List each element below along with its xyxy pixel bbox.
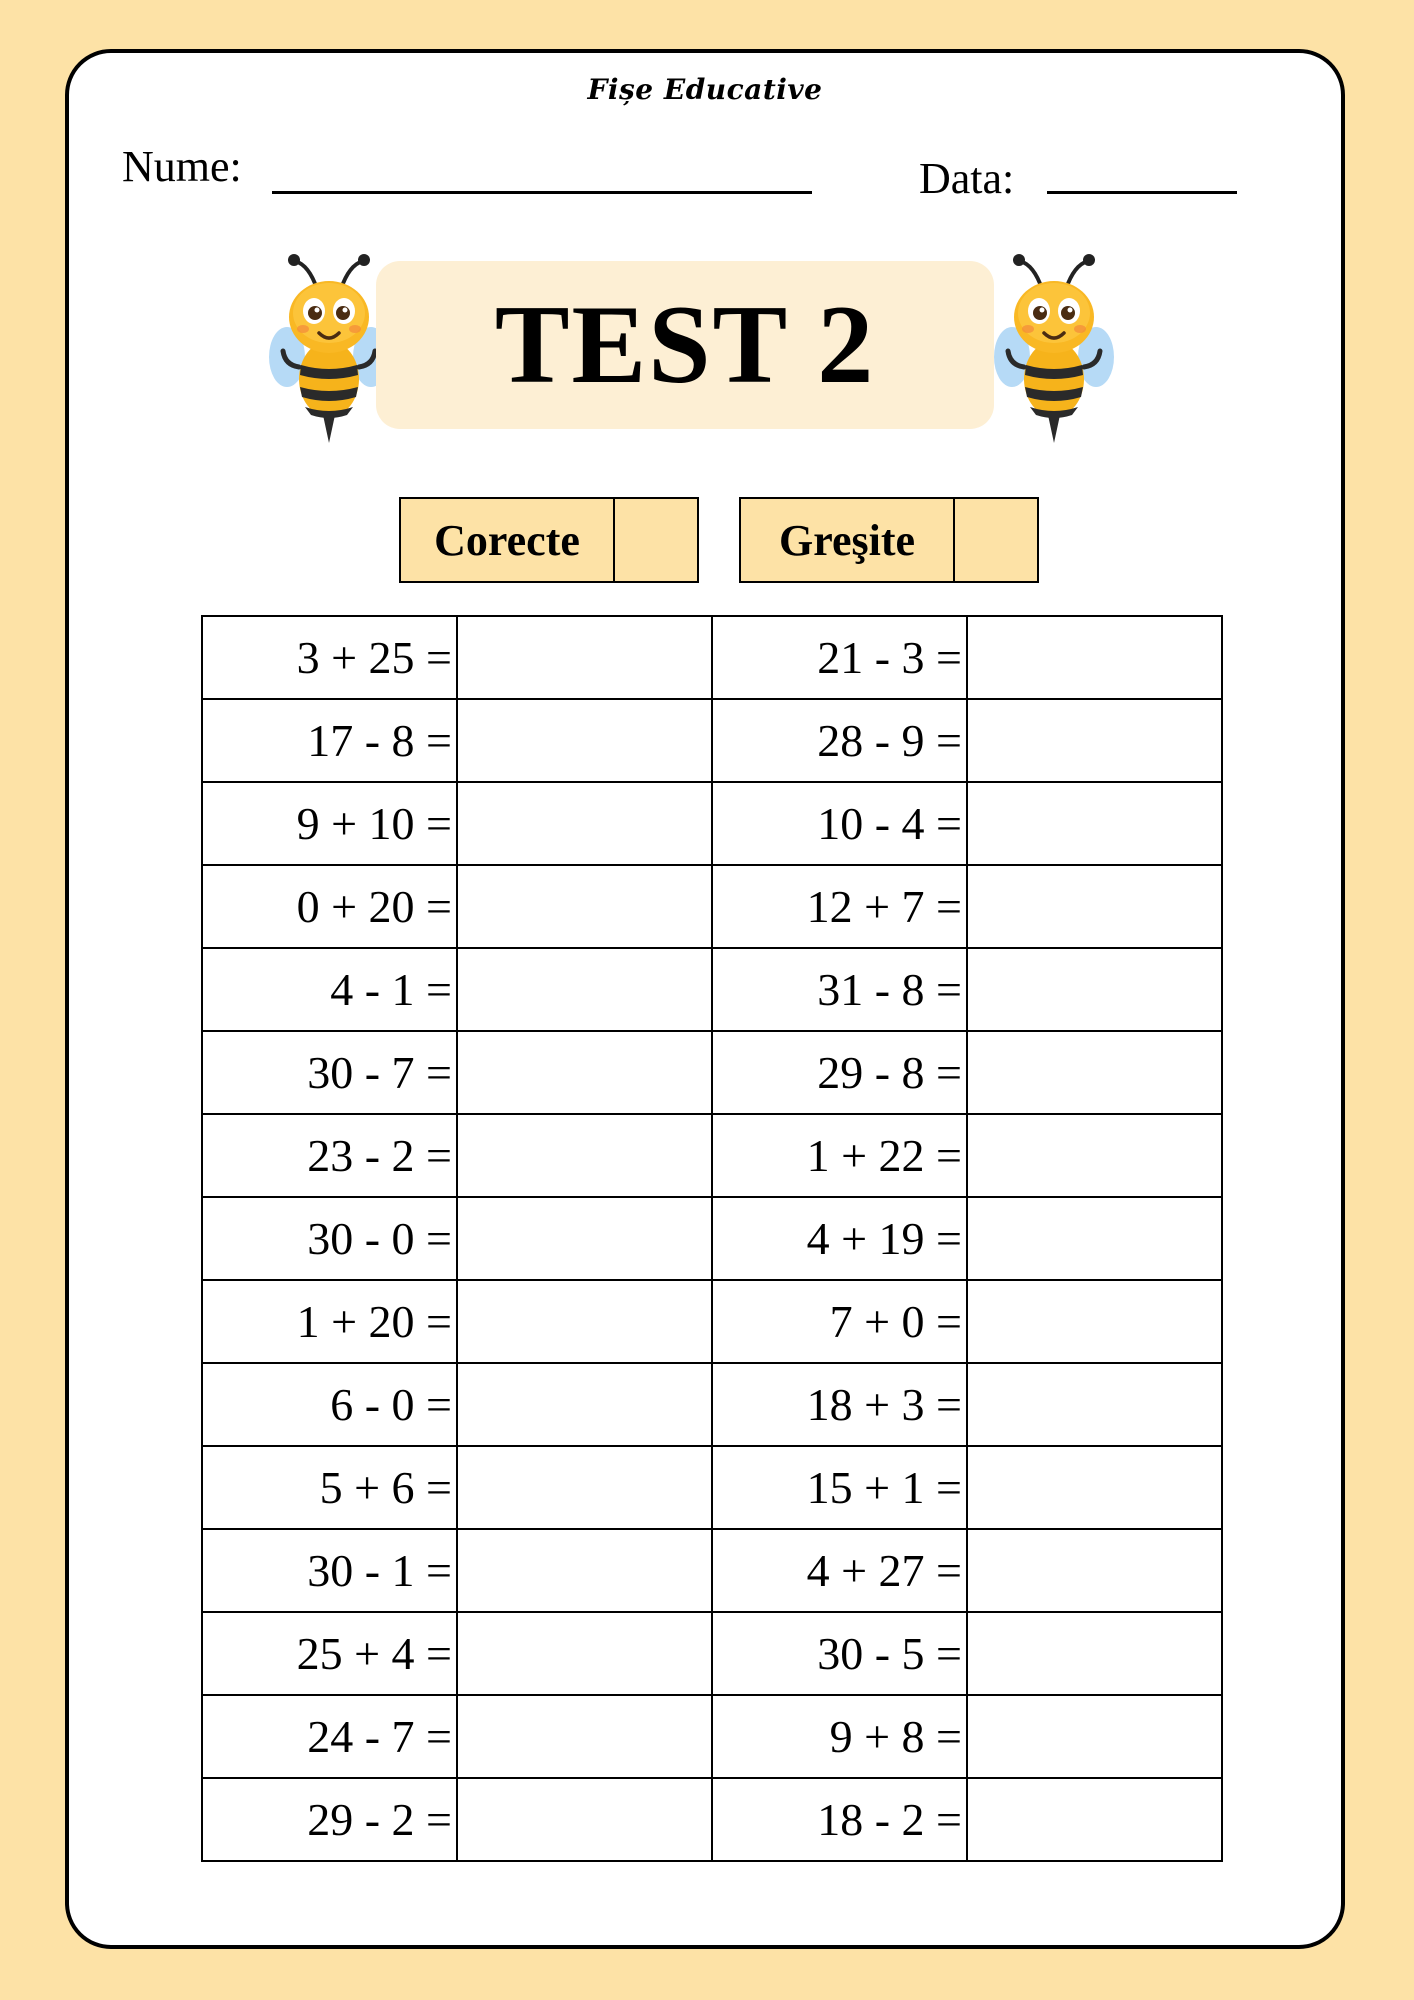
answer-cell-right[interactable] [967,865,1222,948]
answer-cell-right[interactable] [967,1363,1222,1446]
answer-cell-right[interactable] [967,1446,1222,1529]
answer-cell-left[interactable] [457,1695,712,1778]
table-row [202,1529,1222,1612]
table-row [202,1197,1222,1280]
bee-right-icon [994,247,1114,447]
exercise-left: 25 + 4 = [202,1612,457,1695]
answer-cell-left[interactable] [457,1778,712,1861]
answer-cell-right[interactable] [967,1529,1222,1612]
exercise-right: 12 + 7 = [712,865,967,948]
exercise-right: 15 + 1 = [712,1446,967,1529]
exercise-left: 3 + 25 = [202,616,457,699]
wrong-count-field[interactable] [955,499,1037,581]
exercise-left: 30 - 0 = [202,1197,457,1280]
answer-cell-right[interactable] [967,1114,1222,1197]
answer-cell-right[interactable] [967,1778,1222,1861]
table-row [202,1031,1222,1114]
answer-cell-left[interactable] [457,1114,712,1197]
table-row [202,1612,1222,1695]
exercise-left: 6 - 0 = [202,1363,457,1446]
answer-cell-left[interactable] [457,1446,712,1529]
exercise-left: 23 - 2 = [202,1114,457,1197]
exercise-left: 1 + 20 = [202,1280,457,1363]
page-title: TEST 2 [494,282,876,407]
answer-cell-right[interactable] [967,782,1222,865]
name-label: Nume: [122,142,242,191]
answer-cell-left[interactable] [457,1197,712,1280]
exercise-left: 9 + 10 = [202,782,457,865]
title-banner [376,261,994,429]
answer-cell-left[interactable] [457,616,712,699]
answer-cell-left[interactable] [457,1529,712,1612]
answer-cell-right[interactable] [967,1695,1222,1778]
table-row [202,1446,1222,1529]
wrong-label: Greşite [741,499,955,581]
exercise-left: 30 - 1 = [202,1529,457,1612]
exercise-right: 4 + 19 = [712,1197,967,1280]
exercise-right: 29 - 8 = [712,1031,967,1114]
table-row [202,1114,1222,1197]
answer-cell-right[interactable] [967,1612,1222,1695]
exercise-left: 24 - 7 = [202,1695,457,1778]
answer-cell-right[interactable] [967,1280,1222,1363]
table-row [202,1695,1222,1778]
correct-label: Corecte [401,499,615,581]
table-row [202,1778,1222,1861]
answer-cell-left[interactable] [457,865,712,948]
answer-cell-left[interactable] [457,948,712,1031]
table-row [202,699,1222,782]
exercise-right: 18 - 2 = [712,1778,967,1861]
answer-cell-right[interactable] [967,616,1222,699]
answer-cell-right[interactable] [967,948,1222,1031]
exercise-right: 21 - 3 = [712,616,967,699]
correct-count-field[interactable] [615,499,697,581]
answer-cell-left[interactable] [457,782,712,865]
answer-cell-left[interactable] [457,1612,712,1695]
table-row [202,616,1222,699]
answer-cell-left[interactable] [457,1031,712,1114]
exercise-right: 18 + 3 = [712,1363,967,1446]
exercise-left: 17 - 8 = [202,699,457,782]
answer-cell-left[interactable] [457,1363,712,1446]
exercise-right: 31 - 8 = [712,948,967,1031]
wrong-score-box [739,497,1039,583]
name-input-line[interactable] [272,191,812,194]
table-row [202,1280,1222,1363]
exercise-right: 7 + 0 = [712,1280,967,1363]
answer-cell-right[interactable] [967,1197,1222,1280]
exercise-table [201,615,1223,1862]
answer-cell-right[interactable] [967,699,1222,782]
exercise-right: 28 - 9 = [712,699,967,782]
exercise-right: 4 + 27 = [712,1529,967,1612]
answer-cell-right[interactable] [967,1031,1222,1114]
exercise-right: 10 - 4 = [712,782,967,865]
table-row [202,948,1222,1031]
bee-left-icon [269,247,389,447]
date-input-line[interactable] [1047,191,1237,194]
exercise-right: 9 + 8 = [712,1695,967,1778]
exercise-left: 0 + 20 = [202,865,457,948]
exercise-left: 4 - 1 = [202,948,457,1031]
correct-score-box [399,497,699,583]
worksheet-page [65,49,1345,1949]
date-label: Data: [919,154,1015,203]
exercise-left: 30 - 7 = [202,1031,457,1114]
exercise-left: 29 - 2 = [202,1778,457,1861]
exercise-right: 30 - 5 = [712,1612,967,1695]
exercise-left: 5 + 6 = [202,1446,457,1529]
table-row [202,782,1222,865]
brand-logo: Fișe Educative [587,73,823,106]
table-row [202,865,1222,948]
table-row [202,1363,1222,1446]
answer-cell-left[interactable] [457,699,712,782]
answer-cell-left[interactable] [457,1280,712,1363]
exercise-right: 1 + 22 = [712,1114,967,1197]
